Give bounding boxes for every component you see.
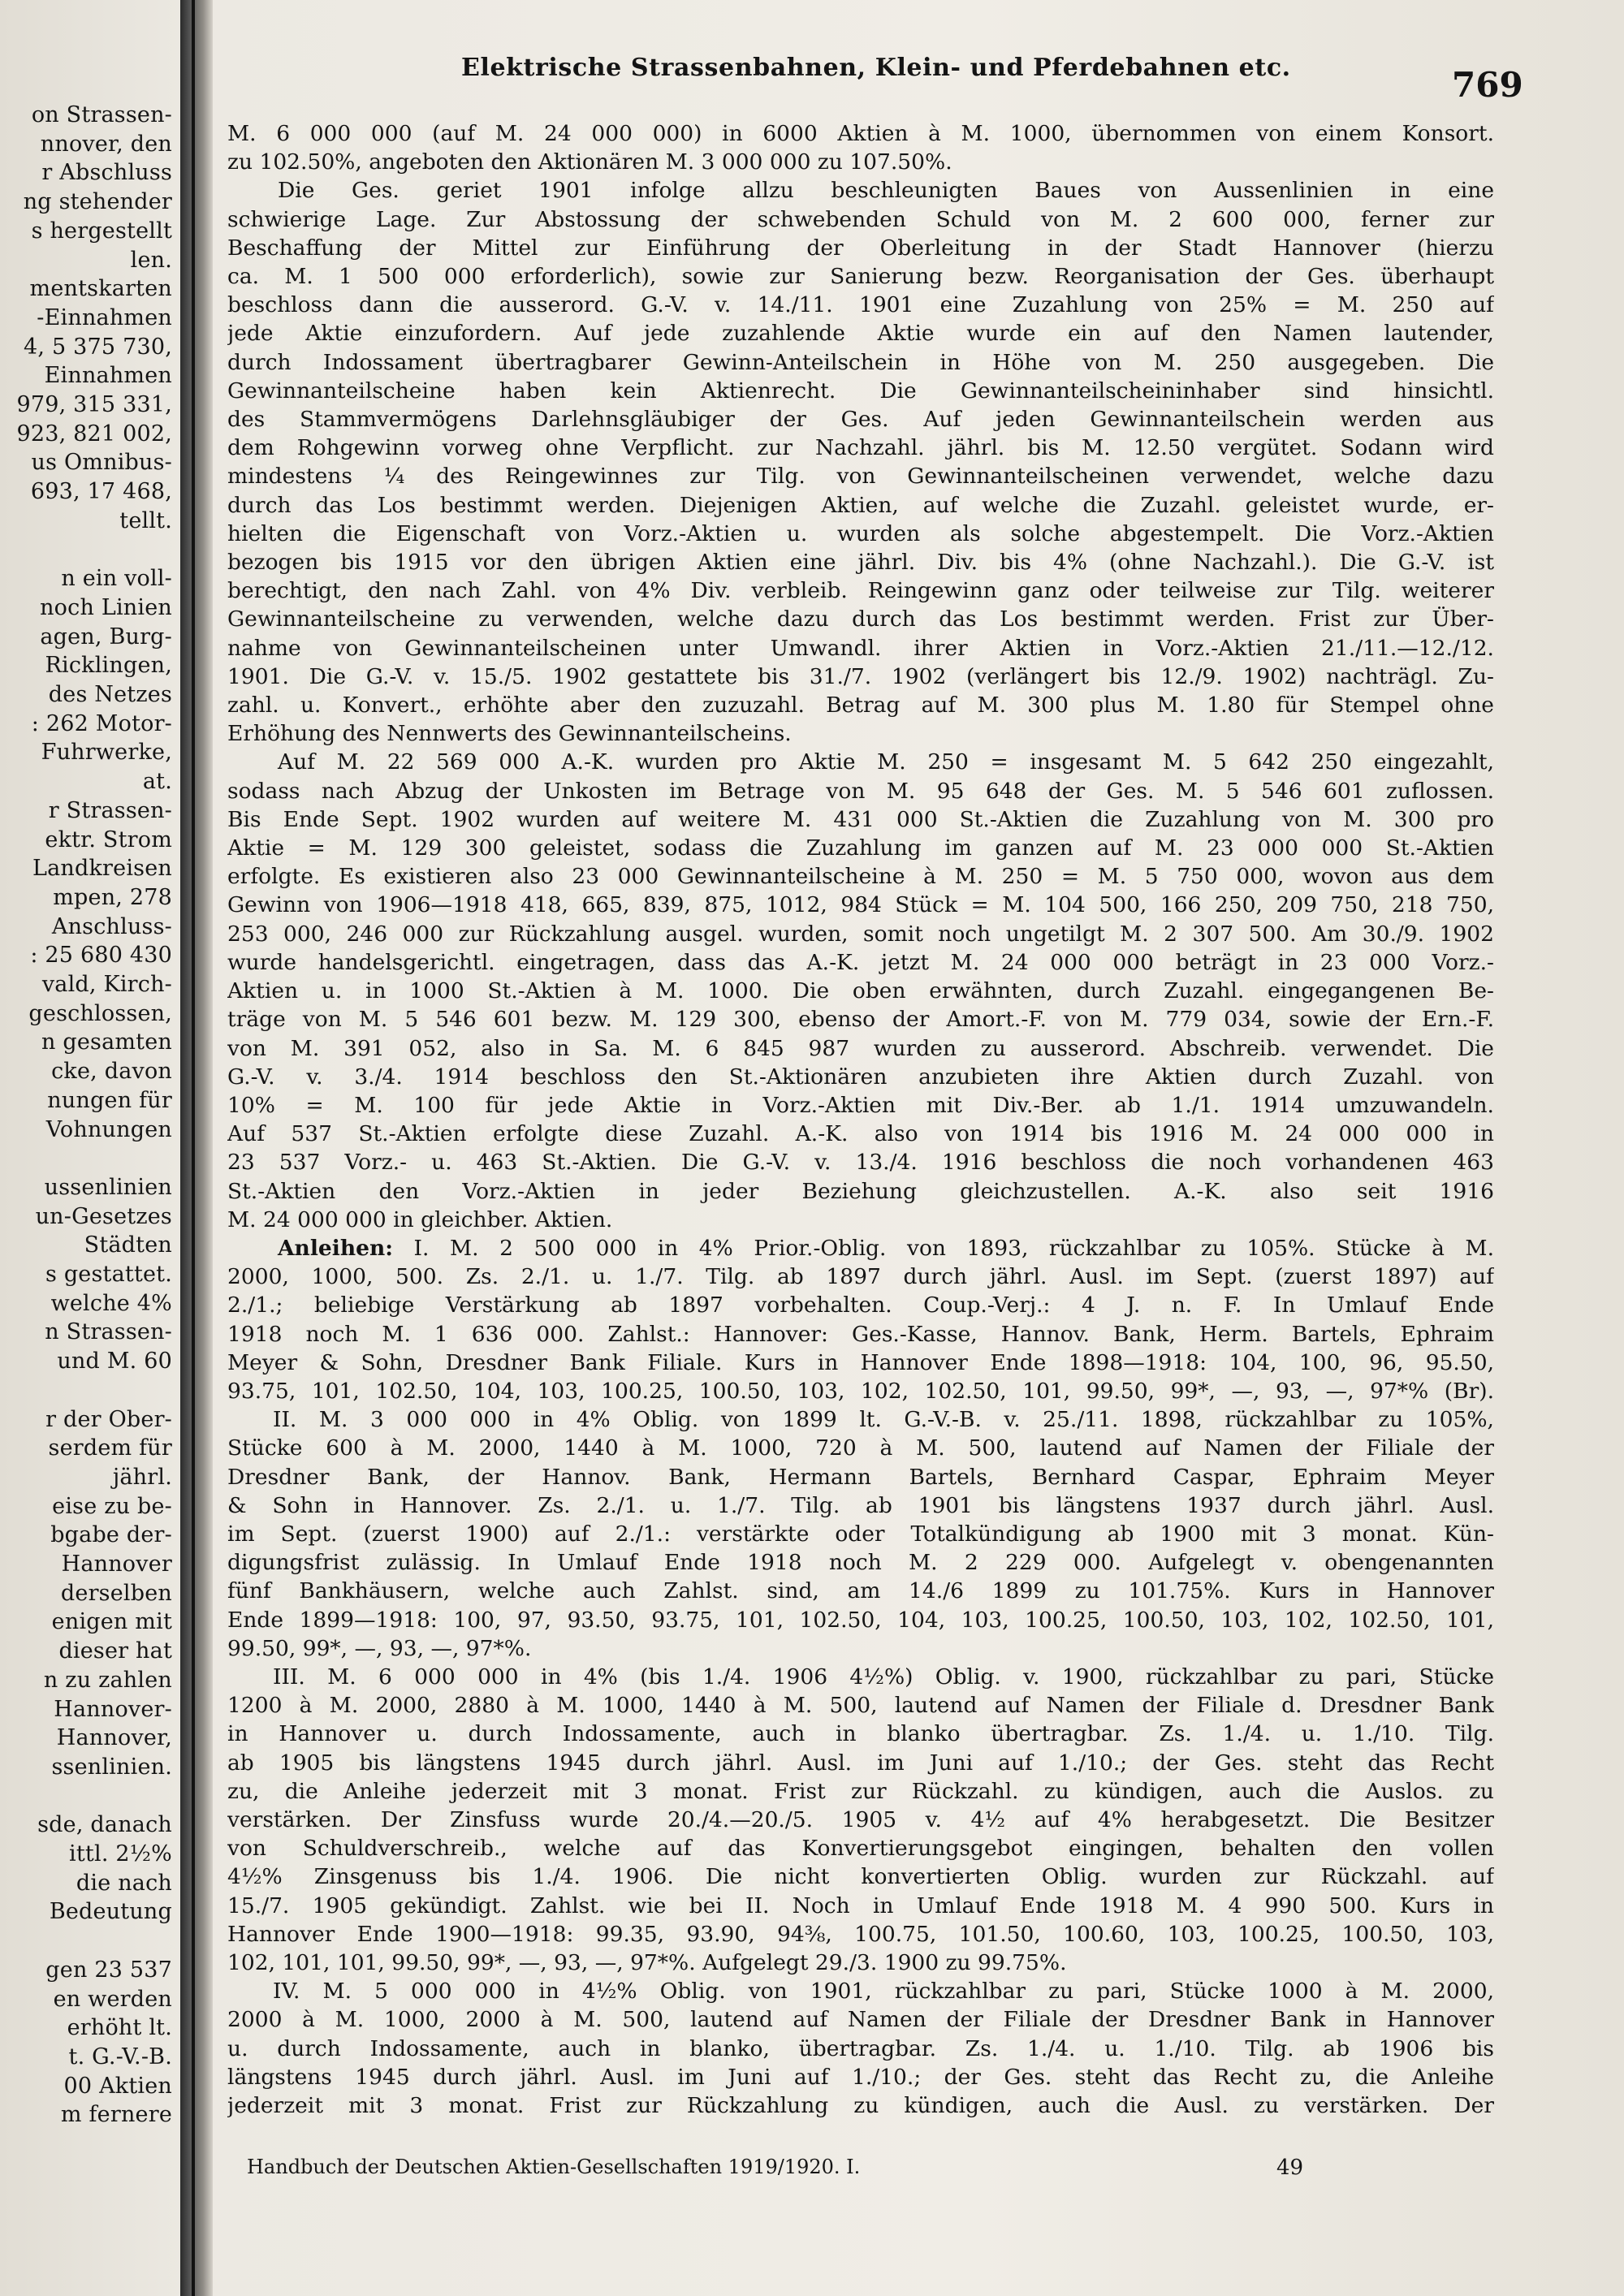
previous-column-line: 923, 821 002, [16, 421, 172, 447]
text-line: von Schuldverschreib., welche auf das Konvertierungsgebot eingingen, behalten den vollen [227, 1836, 1494, 1862]
previous-column-line: len. [130, 247, 172, 273]
previous-column-line: en werden [53, 1986, 172, 2012]
book-gutter [180, 0, 213, 2296]
previous-column-line: mpen, 278 [53, 884, 172, 910]
previous-column-line: n gesamten [41, 1029, 172, 1055]
previous-column-line: un-Gesetzes [35, 1203, 172, 1229]
text-line: bezogen bis 1915 vor den übrigen Aktien eine jährl. Div. bis 4% (ohne Nachzahl.). Die G.-V. ist [227, 550, 1494, 576]
text-line: Anleihen: I. M. 2 500 000 in 4% Prior.-Oblig. von 1893, rückzahlbar zu 105%. Stücke à M. [278, 1235, 1494, 1261]
previous-column-line: : 262 Motor- [31, 710, 172, 736]
previous-column-line: bgabe der- [50, 1522, 172, 1548]
text-line: 2./1.; beliebige Verstärkung ab 1897 vorbehalten. Coup.-Verj.: 4 J. n. F. In Umlauf Ende [227, 1293, 1494, 1318]
text-line: zu 102.50%, angeboten den Aktionären M. 3 000 000 zu 107.50%. [227, 149, 952, 175]
text-line: Stücke 600 à M. 2000, 1440 à M. 1000, 720 à M. 500, lautend auf Namen der Filiale der [227, 1435, 1494, 1461]
text-line: 1918 noch M. 1 636 000. Zahlst.: Hannover: Ges.-Kasse, Hannov. Bank, Herm. Bartels, Ephraim [227, 1321, 1494, 1347]
previous-column-line: r Abschluss [41, 160, 172, 186]
section-label: Anleihen: [278, 1235, 393, 1261]
text-line: 253 000, 246 000 zur Rückzahlung ausgel. wurden, somit noch ungetilgt M. 2 307 500. Am 30./9. 1902 [227, 921, 1494, 947]
text-line: beschloss dann die ausserord. G.-V. v. 14./11. 1901 eine Zuzahlung von 25% = M. 250 auf [227, 292, 1494, 318]
text-line: fünf Bankhäusern, welche auch Zahlst. sind, am 14./6 1899 zu 101.75%. Kurs in Hannover [227, 1578, 1494, 1604]
text-line: schwierige Lage. Zur Abstossung der schwebenden Schuld von M. 2 600 000, ferner zur [227, 206, 1494, 232]
text-line: II. M. 3 000 000 in 4% Oblig. von 1899 lt. G.-V.-B. v. 25./11. 1898, rückzahlbar zu 105%, [273, 1407, 1494, 1433]
previous-column-line: Städten [84, 1232, 172, 1258]
previous-column-line: : 25 680 430 [30, 943, 172, 969]
page-number: 769 [1452, 65, 1523, 105]
text-line: Bis Ende Sept. 1902 wurden auf weitere M. 431 000 St.-Aktien die Zuzahlung von M. 300 pro [227, 806, 1494, 832]
previous-column-line: on Strassen- [31, 102, 172, 127]
previous-column-line: m fernere [60, 2102, 172, 2128]
text-line: 2000, 1000, 500. Zs. 2./1. u. 1./7. Tilg. ab 1897 durch jährl. Ausl. im Sept. (zuerst 1897) auf [227, 1264, 1494, 1290]
text-line: Erhöhung des Nennwerts des Gewinnanteilscheins. [227, 721, 792, 747]
previous-column-line: Vohnungen [45, 1116, 172, 1142]
text-line: M. 24 000 000 in gleichber. Aktien. [227, 1206, 613, 1232]
text-line: Hannover Ende 1900—1918: 99.35, 93.90, 94⅜, 100.75, 101.50, 100.60, 103, 100.25, 100.50, 103, [227, 1921, 1494, 1947]
text-line: Aktie = M. 129 300 geleistet, sodass die Zuzahlung im ganzen auf M. 23 000 000 St.-Aktien [227, 835, 1494, 861]
previous-column-line: 00 Aktien [63, 2073, 172, 2099]
previous-column-line: Bedeutung [49, 1899, 172, 1925]
main-text-column [227, 119, 1494, 2120]
previous-column-line: erhöht lt. [67, 2015, 172, 2041]
text-line: zahl. u. Konvert., erhöhte aber den zuzuzahl. Betrag auf M. 300 plus M. 1.80 für Stempel ohne [227, 693, 1494, 719]
text-line: III. M. 6 000 000 in 4% (bis 1./4. 1906 4½%) Oblig. v. 1900, rückzahlbar zu pari, Stücke [273, 1664, 1494, 1690]
text-line: digungsfrist zulässig. In Umlauf Ende 1918 noch M. 2 229 000. Aufgelegt v. obengenannten [227, 1550, 1494, 1576]
previous-column-line: jährl. [112, 1464, 172, 1490]
text-line: Auf M. 22 569 000 A.-K. wurden pro Aktie M. 250 = insgesamt M. 5 642 250 eingezahlt, [278, 749, 1494, 775]
previous-column-line: tellt. [119, 507, 172, 533]
previous-column-line: dieser hat [58, 1638, 172, 1664]
text-line: mindestens ¼ des Reingewinnes zur Tilg. von Gewinnanteilscheinen verwendet, welche dazu [227, 464, 1494, 490]
previous-column-line: r der Ober- [45, 1406, 172, 1432]
text-line: jederzeit mit 3 monat. Frist zur Rückzahlung zu kündigen, auch die Ausl. zu verstärken. Der [227, 2093, 1494, 2119]
text-line: 10% = M. 100 für jede Aktie in Vorz.-Aktien mit Div.-Ber. ab 1./1. 1914 umzuwandeln. [227, 1092, 1494, 1118]
previous-column-line: t. G.-V.-B. [68, 2044, 172, 2069]
text-line: Die Ges. geriet 1901 infolge allzu beschleunigten Baues von Aussenlinien in eine [278, 178, 1494, 204]
previous-column-line: 693, 17 468, [30, 479, 172, 505]
gutter-edge [192, 0, 195, 2296]
previous-column-line: enigen mit [51, 1609, 172, 1635]
previous-column-line: welche 4% [50, 1290, 172, 1316]
text-line: St.-Aktien den Vorz.-Aktien in jeder Beziehung gleichzustellen. A.-K. also seit 1916 [227, 1178, 1494, 1204]
previous-column-line: -Einnahmen [37, 304, 172, 330]
text-line: 1901. Die G.-V. v. 15./5. 1902 gestattete bis 31./7. 1902 (verlängert bis 12./9. 1902) nachträgl. Zu- [227, 663, 1494, 689]
text-line: im Sept. (zuerst 1900) auf 2./1.: verstärkte oder Totalkündigung ab 1900 mit 3 monat. Kün- [227, 1521, 1494, 1547]
text-line: 23 537 Vorz.- u. 463 St.-Aktien. Die G.-V. v. 13./4. 1916 beschloss die noch vorhandenen 463 [227, 1150, 1494, 1176]
text-line: dem Rohgewinn vorweg ohne Verpflicht. zur Nachzahl. jährl. bis M. 12.50 vergütet. Sodann wird [227, 435, 1494, 461]
previous-column-line: 4, 5 375 730, [24, 334, 172, 360]
previous-column-line: n Strassen- [45, 1319, 172, 1345]
previous-column-line: des Netzes [48, 682, 172, 707]
previous-column-line: ittl. 2½% [69, 1841, 172, 1867]
text-line: Auf 537 St.-Aktien erfolgte diese Zuzahl. A.-K. also von 1914 bis 1916 M. 24 000 000 in [227, 1121, 1494, 1147]
text-line: M. 6 000 000 (auf M. 24 000 000) in 6000 Aktien à M. 1000, übernommen von einem Konsort. [227, 121, 1494, 146]
text-line: Aktien u. in 1000 St.-Aktien à M. 1000. Die oben erwähnten, durch Zuzahl. eingegangenen Be- [227, 978, 1494, 1004]
text-line: von M. 391 052, also in Sa. M. 6 845 987 wurden zu ausserord. Abschreib. verwendet. Die [227, 1035, 1494, 1061]
previous-column-line: n ein voll- [61, 566, 172, 592]
text-line: 2000 à M. 1000, 2000 à M. 500, lautend auf Namen der Filiale der Dresdner Bank in Hannover [227, 2007, 1494, 2033]
text-line: sodass nach Abzug der Unkosten im Betrage von M. 95 648 der Ges. M. 5 546 601 zuflossen. [227, 778, 1494, 804]
text-line: 4½% Zinsgenuss bis 1./4. 1906. Die nicht konvertierten Oblig. wurden zur Rückzahl. auf [227, 1864, 1494, 1890]
text-line: 93.75, 101, 102.50, 104, 103, 100.25, 100.50, 103, 102, 102.50, 101, 99.50, 99*, —, 93, —, 97*% (Br). [227, 1378, 1494, 1404]
previous-column-line: Hannover- [54, 1696, 172, 1722]
previous-column-line: Fuhrwerke, [41, 740, 172, 766]
text-line: längstens 1945 durch jährl. Ausl. im Juni auf 1./10.; der Ges. steht das Recht zu, die Anleihe [227, 2064, 1494, 2090]
text-line: ab 1905 bis längstens 1945 durch jährl. Ausl. im Juni auf 1./10.; der Ges. steht das Recht [227, 1750, 1494, 1776]
text-line: zu, die Anleihe jederzeit mit 3 monat. Frist zur Rückzahl. zu kündigen, auch die Auslos. zu [227, 1778, 1494, 1804]
previous-page-column [0, 101, 172, 2196]
previous-column-line: cke, davon [51, 1059, 172, 1085]
running-header: Elektrische Strassenbahnen, Klein- und Pferdebahnen etc. [461, 54, 1291, 82]
previous-column-line: ssenlinien. [51, 1754, 172, 1780]
previous-column-line: geschlossen, [28, 1000, 172, 1026]
text-line: & Sohn in Hannover. Zs. 2./1. u. 1./7. Tilg. ab 1901 bis längstens 1937 durch jährl. Ausl. [227, 1492, 1494, 1518]
text-line: durch Indossament übertragbarer Gewinn-Anteilschein in Höhe von M. 250 ausgegeben. Die [227, 349, 1494, 375]
previous-column-line: Ricklingen, [45, 653, 172, 679]
text-line: Meyer & Sohn, Dresdner Bank Filiale. Kurs in Hannover Ende 1898—1918: 104, 100, 96, 95.50, [227, 1349, 1494, 1375]
previous-column-line: n zu zahlen [43, 1667, 172, 1693]
text-line: 102, 101, 101, 99.50, 99*, —, 93, —, 97*%. Aufgelegt 29./3. 1900 zu 99.75%. [227, 1950, 1067, 1975]
text-line: 99.50, 99*, —, 93, —, 97*%. [227, 1635, 532, 1661]
text-line: Ende 1899—1918: 100, 97, 93.50, 93.75, 101, 102.50, 104, 103, 100.25, 100.50, 103, 102, 102.50, 101, [227, 1607, 1494, 1633]
previous-column-line: Einnahmen [44, 363, 172, 389]
previous-column-line: serdem für [48, 1435, 172, 1461]
previous-column-line: gen 23 537 [45, 1957, 172, 1983]
text-line: jede Aktie einzufordern. Auf jede zuzahlende Aktie wurde ein auf den Namen lautender, [227, 321, 1494, 347]
text-line: berechtigt, den nach Zahl. von 4% Div. verbleib. Reingewinn ganz oder teilweise zur Tilg. weiterer [227, 578, 1494, 604]
previous-column-line: nungen für [47, 1087, 172, 1113]
text-line: wurde handelsgerichtl. eingetragen, dass das A.-K. jetzt M. 24 000 000 beträgt in 23 000 Vorz.- [227, 949, 1494, 975]
previous-column-line: Anschluss- [51, 913, 172, 939]
previous-column-line: eise zu be- [52, 1493, 172, 1519]
text-line: erfolgte. Es existieren also 23 000 Gewinnanteilscheine à M. 250 = M. 5 750 000, wovon aus dem [227, 864, 1494, 890]
text-line: 15./7. 1905 gekündigt. Zahlst. wie bei II. Noch in Umlauf Ende 1918 M. 4 990 500. Kurs in [227, 1892, 1494, 1918]
previous-column-line: s gestattet. [45, 1262, 172, 1287]
text-line: Gewinnanteilscheine zu verwenden, welche dazu durch das Los bestimmt werden. Frist zur Über- [227, 606, 1494, 632]
previous-column-line: Landkreisen [32, 856, 172, 882]
previous-column-line: noch Linien [40, 594, 172, 620]
text-line: nahme von Gewinnanteilscheinen unter Umwandl. ihrer Aktien in Vorz.-Aktien 21./11.—12./12. [227, 635, 1494, 661]
text-line: des Stammvermögens Darlehnsgläubiger der Ges. Auf jeden Gewinnanteilschein werden aus [227, 407, 1494, 433]
previous-column-line: nnover, den [40, 131, 172, 157]
text-line: Dresdner Bank, der Hannov. Bank, Hermann Bartels, Bernhard Caspar, Ephraim Meyer [227, 1464, 1494, 1490]
previous-column-line: Hannover, [56, 1725, 172, 1751]
previous-column-line: at. [142, 769, 172, 795]
text-line: ca. M. 1 500 000 erforderlich), sowie zur Sanierung bezw. Reorganisation der Ges. überhaupt [227, 264, 1494, 290]
previous-column-line: ektr. Strom [45, 826, 172, 852]
previous-column-line: und M. 60 [57, 1349, 172, 1375]
text-line: in Hannover u. durch Indossamente, auch in blanko übertragbar. Zs. 1./4. u. 1./10. Tilg. [227, 1721, 1494, 1747]
signature-number: 49 [1276, 2156, 1304, 2180]
previous-column-line: sde, danach [37, 1812, 172, 1838]
previous-column-line: ussenlinien [44, 1174, 172, 1200]
text-line: durch das Los bestimmt werden. Diejenigen Aktien, auf welche die Zuzahl. geleistet wurde, er- [227, 492, 1494, 518]
text-line: hielten die Eigenschaft von Vorz.-Aktien u. wurden als solche abgestempelt. Die Vorz.-Aktien [227, 520, 1494, 546]
text-line: Gewinn von 1906—1918 418, 665, 839, 875, 1012, 984 Stück = M. 104 500, 166 250, 209 750, 218 750, [227, 892, 1494, 918]
previous-column-line: Hannover [61, 1552, 172, 1577]
text-line: 1200 à M. 2000, 2880 à M. 1000, 1440 à M. 500, lautend auf Namen der Filiale d. Dresdner Bank [227, 1693, 1494, 1719]
footer-title: Handbuch der Deutschen Aktien-Gesellschaften 1919/1920. I. [247, 2156, 861, 2178]
previous-column-line: die nach [76, 1870, 172, 1896]
text-line: träge von M. 5 546 601 bezw. M. 129 300, ebenso der Amort.-F. von M. 779 034, sowie der Ern.-F. [227, 1007, 1494, 1033]
previous-column-line: mentskarten [29, 276, 172, 302]
previous-column-line: ng stehender [23, 189, 172, 215]
previous-column-line: us Omnibus- [31, 450, 172, 476]
previous-column-line: vald, Kirch- [41, 972, 172, 997]
text-line: Gewinnanteilscheine haben kein Aktienrecht. Die Gewinnanteilscheininhaber sind hinsichtl. [227, 378, 1494, 404]
text-line: Beschaffung der Mittel zur Einführung der Oberleitung in der Stadt Hannover (hierzu [227, 235, 1494, 261]
text-line: G.-V. v. 3./4. 1914 beschloss den St.-Aktionären anzubieten ihre Aktien durch Zuzahl. von [227, 1064, 1494, 1090]
previous-column-line: derselben [60, 1580, 172, 1606]
previous-column-line: r Strassen- [48, 797, 172, 823]
text-line: verstärken. Der Zinsfuss wurde 20./4.—20./5. 1905 v. 4½ auf 4% herabgesetzt. Die Besitzer [227, 1806, 1494, 1832]
text-line: IV. M. 5 000 000 in 4½% Oblig. von 1901, rückzahlbar zu pari, Stücke 1000 à M. 2000, [273, 1979, 1494, 2005]
previous-column-line: 979, 315 331, [16, 392, 172, 417]
previous-column-line: agen, Burg- [40, 624, 172, 650]
text-line: u. durch Indossamente, auch in blanko, übertragbar. Zs. 1./4. u. 1./10. Tilg. ab 1906 bis [227, 2035, 1494, 2061]
previous-column-line: s hergestellt [31, 218, 172, 244]
